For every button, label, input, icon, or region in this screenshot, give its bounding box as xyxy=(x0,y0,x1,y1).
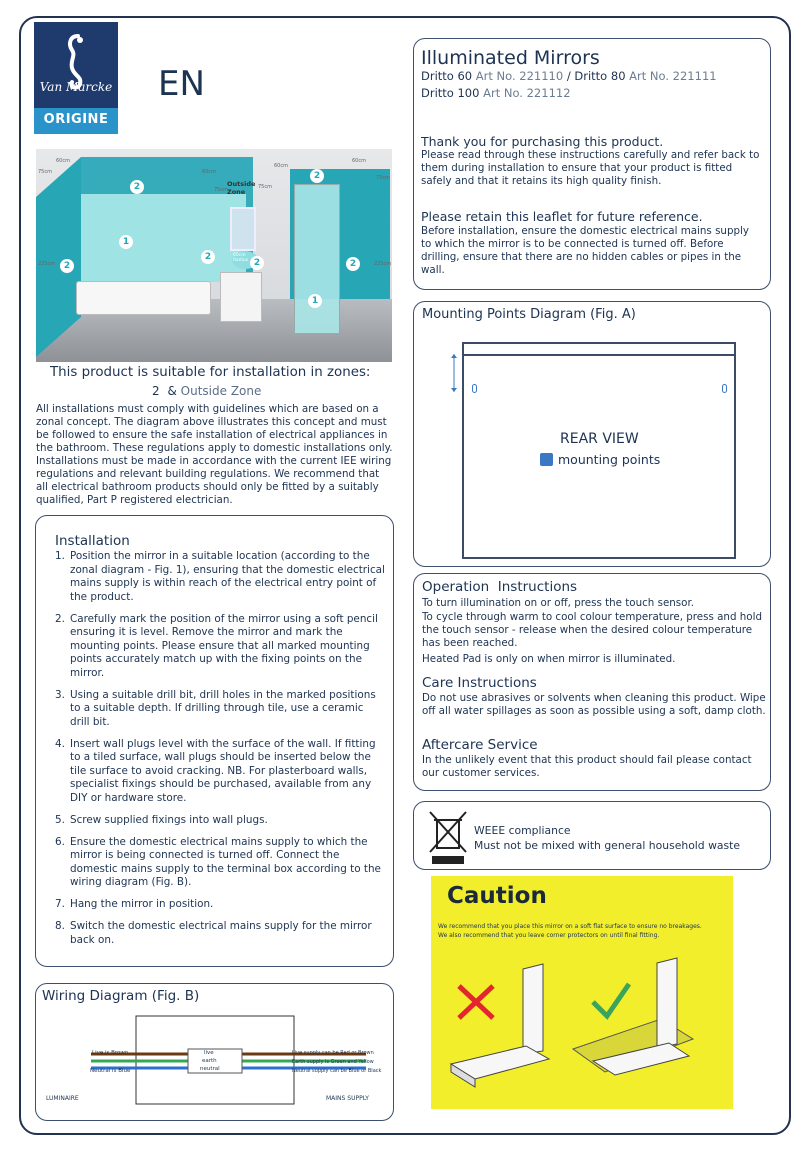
bathtub xyxy=(76,281,211,315)
wire-label: Neutral is Blue xyxy=(90,1068,131,1074)
retain-body: Before installation, ensure the domestic electrical mains supply to which the mirror is to be connected is turned off. Before drilling, ensure that there are no hidden cables or pipes in the wall. xyxy=(421,225,749,276)
caution-line: We recommend that you place this mirror on a soft flat surface to ensure no breakages. xyxy=(438,923,702,930)
product-models-line1 xyxy=(421,69,717,83)
list-item: 5. Screw supplied fixings into wall plugs. xyxy=(55,813,268,826)
dimension-label: 75cm xyxy=(376,175,390,181)
wiring-heading: Wiring Diagram (Fig. B) xyxy=(42,988,200,1004)
dimension-label: 75cm xyxy=(258,184,272,190)
wiring-box xyxy=(35,983,394,1121)
installation-heading: Installation xyxy=(55,533,130,549)
rear-view-label: REAR VIEW xyxy=(560,431,639,447)
shower-enclosure xyxy=(294,184,340,334)
installation-steps xyxy=(55,550,385,956)
art-number: Art No. 221110 xyxy=(475,69,564,83)
list-item: 2. Carefully mark the position of the mirror using a soft pencil ensuring it is level. Remove the mirror and mark the mounting points. Please ensure that all marked mounting points accurately match up with the fixing points on the mirror. xyxy=(55,612,378,679)
care-body: Do not use abrasives or solvents when cleaning this product. Wipe off all water spillages as soon as possible using a soft, damp cloth. xyxy=(422,692,766,717)
dimension-label: 225cm xyxy=(374,261,392,267)
model-name: Dritto 100 xyxy=(421,86,480,100)
list-item: 3. Using a suitable drill bit, drill holes in the marked positions to a suitable depth. If drilling through tile, use a ceramic drill bit. xyxy=(55,688,376,728)
operation-heading: Operation Instructions xyxy=(422,579,578,595)
mirror-top-bar xyxy=(462,342,736,356)
retain-heading: Please retain this leaflet for future reference. xyxy=(421,209,703,224)
aftercare-body: In the unlikely event that this product should fail please contact our customer services. xyxy=(422,754,752,779)
dimension-label: 60cm xyxy=(352,158,366,164)
operation-box xyxy=(413,573,771,791)
caution-illustration xyxy=(431,939,733,1109)
wire-label: Earth supply is Green and Yellow xyxy=(292,1059,374,1065)
intro-box xyxy=(413,38,771,290)
wire-label: Neutral supply can be Blue or Black xyxy=(292,1068,382,1074)
outside-zone-label: Outside Zone xyxy=(227,180,256,196)
mounting-point xyxy=(722,384,727,393)
installation-box xyxy=(35,515,394,967)
list-item: 8. Switch the domestic electrical mains supply for the mirror back on. xyxy=(55,920,372,946)
list-item: 4. Insert wall plugs level with the surface of the wall. If fitting to a tiled surface, wall plugs should be inserted below the tile surface to avoid cracking. NB. For plasterboard walls, specialist fixings should be purchased, available from any DIY or hardware store. xyxy=(55,737,376,804)
caution-line: We also recommend that you leave corner protectors on until final fitting. xyxy=(438,932,660,939)
terminal-label: neutral xyxy=(200,1066,220,1072)
model-name: Dritto 60 xyxy=(421,69,473,83)
mounting-point xyxy=(472,384,477,393)
zone-number: 2 xyxy=(201,250,215,264)
luminaire-label: LUMINAIRE xyxy=(46,1095,79,1102)
mounting-box xyxy=(413,301,771,567)
separator: / xyxy=(566,69,571,83)
zones-heading: This product is suitable for installation in zones: xyxy=(50,365,371,380)
zone-number: 1 xyxy=(308,294,322,308)
brand-name: Van Marcke xyxy=(39,80,113,94)
outside-zone: Outside Zone xyxy=(180,384,262,398)
vanity xyxy=(220,272,262,322)
zone-number: 2 xyxy=(130,180,144,194)
art-number: Art No. 221112 xyxy=(483,86,571,100)
zones-diagram xyxy=(36,149,392,362)
operation-line: To cycle through warm to cool colour temperature, press and hold the touch sensor - release when the desired colour temperature has been reached. xyxy=(422,611,762,649)
dimension-label: 60cm xyxy=(274,163,288,169)
weee-body: Must not be mixed with general household waste xyxy=(474,839,741,852)
wire-label: Live supply can be Red or Brown xyxy=(292,1050,374,1056)
aftercare-heading: Aftercare Service xyxy=(422,737,538,753)
operation-line: To turn illumination on or off, press the touch sensor. xyxy=(422,597,695,609)
legend xyxy=(540,452,660,467)
radius-label: 60cm Radius xyxy=(233,253,249,263)
mounting-heading: Mounting Points Diagram (Fig. A) xyxy=(422,307,636,322)
mains-label: MAINS SUPPLY xyxy=(326,1095,369,1102)
list-item: 7. Hang the mirror in position. xyxy=(55,898,214,910)
language-code: EN xyxy=(158,64,205,104)
list-item: 1. Position the mirror in a suitable location (according to the zonal diagram - Fig. 1), ensuring that the domestic electrical mains supply is within reach of the electrical entry point of the product. xyxy=(55,550,385,603)
weee-title: WEEE compliance xyxy=(474,824,571,837)
brand-series-label: ORIGINE xyxy=(43,112,109,127)
dimension-label: 60cm xyxy=(56,158,70,164)
list-item: 6. Ensure the domestic electrical mains supply to which the mirror is being connected is turned off. Connect the domestic mains supply to the terminal box according to the wiring diagram (Fig. B). xyxy=(55,835,381,888)
caution-title: Caution xyxy=(447,883,547,909)
zone-number: 2 xyxy=(250,256,264,270)
terminal-label: earth xyxy=(202,1058,217,1064)
crossed-bin-icon xyxy=(428,810,468,866)
zone-1-area xyxy=(81,194,246,282)
model-name: Dritto 80 xyxy=(574,69,626,83)
dimension-label: 60cm xyxy=(202,169,216,175)
dimension-label: 225cm xyxy=(38,261,56,267)
operation-line: Heated Pad is only on when mirror is illuminated. xyxy=(422,653,676,665)
dimension-label: 75cm xyxy=(214,187,228,193)
thanks-heading: Thank you for purchasing this product. xyxy=(421,134,664,149)
zones-value-line xyxy=(152,384,261,398)
product-models-line2 xyxy=(421,86,571,100)
zone-number: 2 xyxy=(346,257,360,271)
product-title: Illuminated Mirrors xyxy=(421,47,600,69)
zone-number: 2 xyxy=(310,169,324,183)
thanks-body: Please read through these instructions carefully and refer back to them during installation to ensure that your product is fitted safely and that it retains its high quality finish. xyxy=(421,149,760,187)
zone-number: 2 xyxy=(60,259,74,273)
zone-number: 1 xyxy=(119,235,133,249)
zone-value: 2 xyxy=(152,384,160,398)
mirror-rear xyxy=(462,342,736,559)
brand-logo xyxy=(34,22,118,134)
art-number: Art No. 221111 xyxy=(629,69,717,83)
zone-amp: & xyxy=(167,384,177,398)
zones-body: All installations must comply with guidelines which are based on a zonal concept. The diagram above illustrates this concept and must be followed to ensure the safe installation of electrical appliances in the bathroom. These regulations apply to domestic installations only. Installations must be made in accordance with the current IEE wiring regulations and relevant building regulations. We recommend that all electrical bathroom products should only be fitted by a suitably qualified, Part P registered electrician. xyxy=(36,403,393,506)
wall-mirror xyxy=(230,207,256,251)
dimension-arrow-icon xyxy=(448,354,460,394)
care-heading: Care Instructions xyxy=(422,675,537,691)
terminal-label: live xyxy=(204,1050,214,1056)
dimension-label: 75cm xyxy=(38,169,52,175)
weee-box xyxy=(413,801,771,870)
legend-label: mounting points xyxy=(558,452,661,467)
legend-swatch xyxy=(540,453,553,466)
caution-panel xyxy=(431,876,733,1109)
wire-label: Live is Brown xyxy=(92,1050,129,1056)
